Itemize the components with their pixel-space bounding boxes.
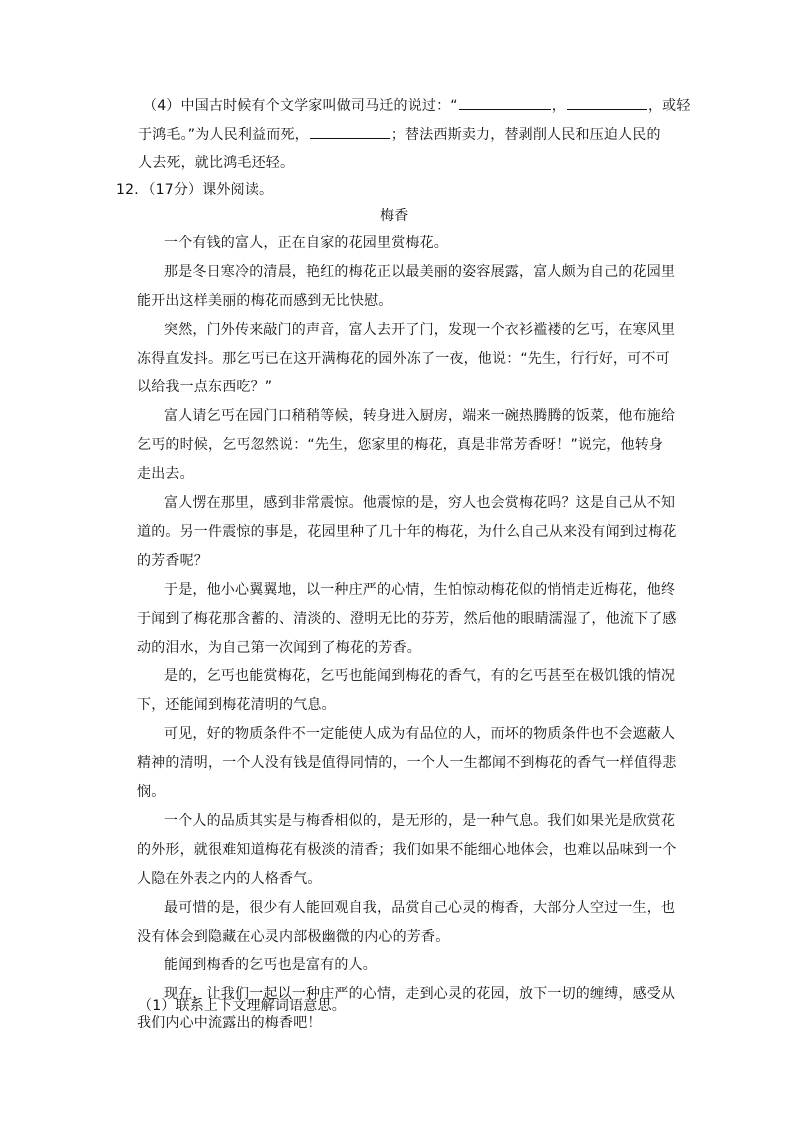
passage-line: 我们内心中流露出的梅香吧！: [137, 1015, 322, 1031]
passage-line: 道的。另一件震惊的事是，花园里种了几十年的梅花，为什么自己从来没有闻到过梅花: [137, 524, 677, 540]
q4-line-1-end: ，或轻: [647, 98, 691, 114]
q4-line-1: [143, 95, 691, 116]
passage-line: 可见，好的物质条件不一定能使人成为有品位的人，而坏的物质条件也不会遮蔽人: [164, 726, 676, 742]
passage-line: 富人请乞丐在园门口稍稍等候，转身进入厨房，端来一碗热腾腾的饭菜，他布施给: [164, 408, 676, 424]
passage-line: 能开出这样美丽的梅花而感到无比快慰。: [137, 293, 393, 309]
passage-line: 冻得直发抖。那乞丐已在这开满梅花的园外冻了一夜，他说：“先生，行行好，可不可: [137, 351, 670, 367]
question-12-header: 12．（17分）课外阅读。: [116, 182, 274, 198]
q4-line-2-text-b: ；替法西斯卖力，替剥削人民和压迫人民的: [390, 127, 661, 143]
passage-line: 乞丐的时候，乞丐忽然说：“先生，您家里的梅花，真是非常芳香呀！”说完，他转身: [137, 437, 664, 453]
answer-blank-3[interactable]: [310, 124, 390, 139]
passage-title: 梅香: [380, 208, 409, 224]
answer-blank-2[interactable]: [567, 95, 647, 110]
passage-line: 于闻到了梅花那含蓄的、清淡的、澄明无比的芬芳，然后他的眼睛濡湿了，他流下了感: [137, 611, 677, 627]
passage-line: 一个有钱的富人，正在自家的花园里赏梅花。: [164, 235, 448, 251]
passage-line: 动的泪水，为自己第一次闻到了梅花的芳香。: [137, 640, 421, 656]
passage-line: 的芳香呢？: [137, 553, 208, 569]
passage-line: 现在，让我们一起以一种庄严的心情，走到心灵的花园，放下一切的缠缚，感受从: [164, 986, 676, 1002]
answer-blank-1[interactable]: [459, 95, 551, 110]
sub-question-1: （1）联系上下文理解词语意思。: [138, 998, 346, 1014]
passage-line: 走出去。: [137, 466, 194, 482]
passage-line: 于是，他小心翼翼地，以一种庄严的心情，生怕惊动梅花似的悄悄走近梅花，他终: [164, 582, 676, 598]
passage-line: 精神的清明，一个人没有钱是值得同情的，一个人一生都闻不到梅花的香气一样值得悲: [137, 755, 677, 771]
passage-line: 没有体会到隐藏在心灵内部极幽微的内心的芳香。: [137, 929, 450, 945]
passage-line: 富人愣在那里，感到非常震惊。他震惊的是，穷人也会赏梅花吗？这是自己从不知: [164, 495, 676, 511]
passage-line: 能闻到梅香的乞丐也是富有的人。: [164, 957, 377, 973]
passage-line: 的外形，就很难知道梅花有极淡的清香；我们如果不能细心地体会，也难以品味到一个: [137, 842, 677, 858]
passage-line: 人隐在外表之内的人格香气。: [137, 871, 322, 887]
passage-line: 突然，门外传来敲门的声音，富人去开了门，发现一个衣衫褴褛的乞丐，在寒风里: [164, 322, 676, 338]
q4-line-1-sep: ，: [551, 98, 566, 114]
q4-line-1-text-a: （4）中国古时候有个文学家叫做司马迁的说过：“: [143, 98, 458, 114]
passage-line: 那是冬日寒冷的清晨，艳红的梅花正以最美丽的姿容展露，富人颇为自己的花园里: [164, 264, 676, 280]
passage-line: 一个人的品质其实是与梅香相似的，是无形的，是一种气息。我们如果光是欣赏花: [164, 813, 676, 829]
q4-line-3: 人去死，就比鸿毛还轻。: [138, 155, 295, 171]
passage-line: 以给我一点东西吃？”: [137, 379, 273, 395]
q4-line-2-text-a: 于鸿毛。”为人民利益而死，: [138, 127, 309, 143]
passage-line: 悯。: [137, 784, 166, 800]
passage-line: 最可惜的是，很少有人能回观自我，品赏自己心灵的梅香，大部分人空过一生，也: [164, 900, 676, 916]
q4-line-2: [138, 124, 661, 145]
passage-line: 是的，乞丐也能赏梅花，乞丐也能闻到梅花的香气，有的乞丐甚至在极饥饿的情况: [164, 668, 676, 684]
passage-line: 下，还能闻到梅花清明的气息。: [137, 697, 336, 713]
